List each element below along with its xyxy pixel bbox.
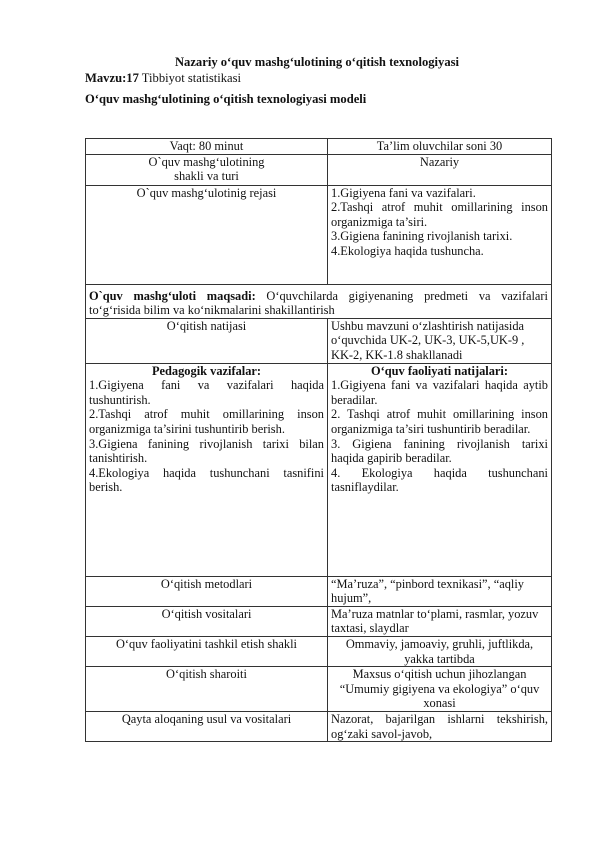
outcome-item: 3. Gigiena fanining rivojlanish tarixi haqida gapirib beradilar.: [331, 436, 548, 466]
table-row: [86, 185, 552, 284]
task-item: 2.Tashqi atrof muhit omillarining inson organizmiga ta’sirini tushuntirib berish.: [89, 407, 324, 436]
methods-value-cell: “Ma’ruza”, “pinbord texnikasi”, “aqliy hujum”,: [328, 576, 552, 606]
plan-items-cell: [328, 185, 552, 284]
document-title: Nazariy o‘quv mashg‘ulotining o‘qitish texnologiyasi: [174, 55, 460, 69]
form-label-cell: [86, 154, 328, 185]
tools-label-cell: O‘qitish vositalari: [86, 606, 328, 636]
tasks-cell: [86, 363, 328, 576]
plan-item: 3.Gigiena fanining rivojlanish tarixi.: [331, 229, 513, 244]
topic-line: [85, 71, 241, 86]
methods-label-cell: O‘qitish metodlari: [86, 576, 328, 606]
lesson-plan-table: [85, 138, 552, 742]
table-row: [86, 576, 552, 606]
plan-item: 1.Gigiyena fani va vazifalari.: [331, 185, 476, 200]
task-item: 3.Gigiena fanining rivojlanish tarixi bilan tanishtirish.: [89, 436, 324, 466]
plan-item: 4.Ekologiya haqida tushuncha.: [331, 243, 484, 258]
form-value-cell: Nazariy: [328, 154, 552, 185]
goal-label: O`quv mashg‘uloti maqsadi:: [89, 288, 256, 303]
feedback-label-cell: Qayta aloqaning usul va vositalari: [86, 711, 328, 741]
result-value-cell: Ushbu mavzuni o‘zlashtirish natijasida o‘quvchida UK-2, UK-3, UK-5,UK-9 , KK-2, KK-1.8 shakllanadi: [328, 318, 552, 363]
outcome-item: 1.Gigiyena fani va vazifalari haqida aytib beradilar.: [331, 378, 548, 407]
task-item: 1.Gigiyena fani va vazifalari haqida tushuntirish.: [89, 378, 324, 407]
goal-text: O‘quvchilarda gigiyenaning predmeti va vazifalari to‘g‘risida bilim va ko‘nikmalarini shakillantirish: [89, 288, 548, 318]
topic-value: Tibbiyot statistikasi: [138, 71, 242, 85]
students-cell: Ta’lim oluvchilar soni 30: [328, 139, 552, 155]
outcomes-cell: [328, 363, 552, 576]
form-label-line-1: O`quv mashg‘ulotining: [148, 154, 265, 169]
goal-cell: [86, 284, 552, 318]
feedback-value-cell: Nazorat, bajarilgan ishlarni tekshirish, og‘zaki savol-javob,: [328, 711, 552, 741]
tools-value-cell: Ma’ruza matnlar to‘plami, rasmlar, yozuv taxtasi, slaydlar: [328, 606, 552, 636]
org-label-cell: O‘quv faoliyatini tashkil etish shakli: [86, 636, 328, 666]
outcome-item: 4. Ekologiya haqida tushunchani tasniflaydilar.: [331, 465, 548, 495]
time-cell: Vaqt: 80 minut: [86, 139, 328, 155]
table-row: [86, 606, 552, 636]
table-row: [86, 667, 552, 712]
model-subtitle: O‘quv mashg‘ulotining o‘qitish texnologiyasi modeli: [85, 92, 367, 106]
task-item: 4.Ekologiya haqida tushunchani tasnifini berish.: [89, 465, 324, 495]
conditions-label-cell: O‘qitish sharoiti: [86, 667, 328, 712]
conditions-value-cell: Maxsus o‘qitish uchun jihozlangan “Umumiy gigiyena va ekologiya” o‘quv xonasi: [328, 667, 552, 712]
topic-label: Mavzu:17: [85, 71, 139, 85]
table-row: [86, 284, 552, 318]
table-row: [86, 636, 552, 666]
plan-label-cell: O`quv mashg‘ulotinig rejasi: [86, 185, 328, 284]
table-row: [86, 711, 552, 741]
plan-item: 2.Tashqi atrof muhit omillarining inson organizmiga ta’siri.: [331, 200, 548, 229]
table-row: [86, 154, 552, 185]
form-label-line-2: shakli va turi: [174, 169, 239, 184]
table-row: [86, 318, 552, 363]
outcomes-header: O‘quv faoliyati natijalari:: [371, 363, 508, 378]
tasks-header: Pedagogik vazifalar:: [151, 363, 262, 378]
result-label-cell: O‘qitish natijasi: [86, 318, 328, 363]
table-row: [86, 139, 552, 155]
outcome-item: 2. Tashqi atrof muhit omillarining inson organizmiga ta’siri tushuntirib beradilar.: [331, 407, 548, 436]
org-value-cell: Ommaviy, jamoaviy, gruhli, juftlikda, yakka tartibda: [328, 636, 552, 666]
table-row: [86, 363, 552, 576]
